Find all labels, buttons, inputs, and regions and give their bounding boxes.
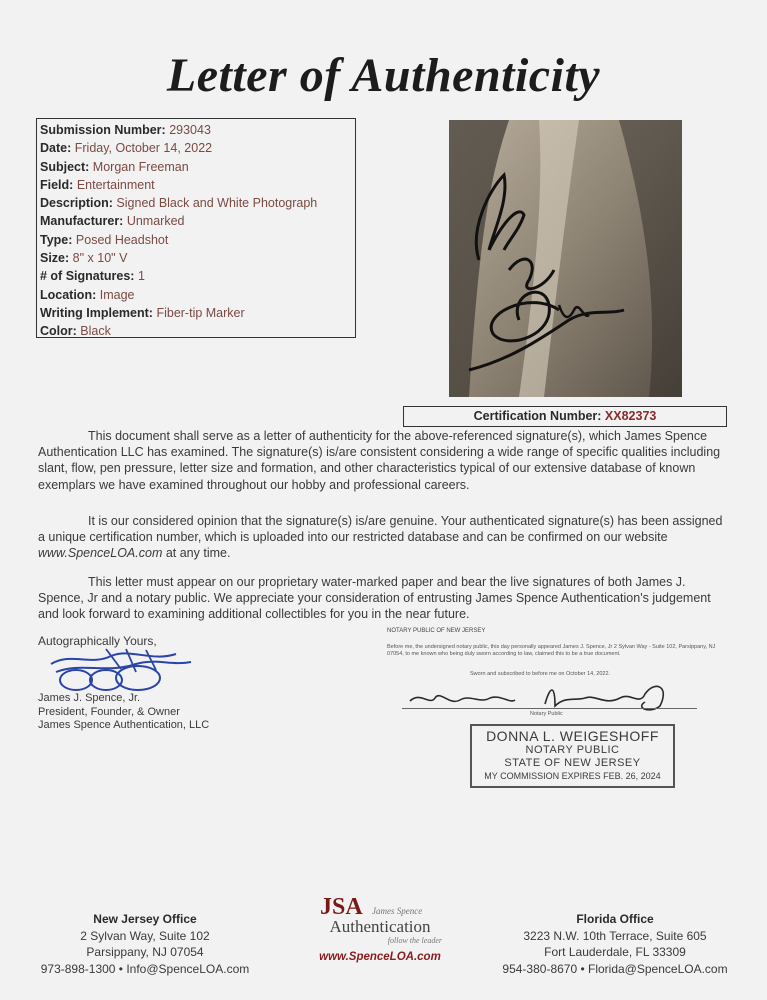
detail-value: Image (99, 287, 135, 302)
detail-label: Color: (40, 324, 77, 339)
paragraph-2-end: at any time. (162, 546, 231, 561)
stamp-name: DONNA L. WEIGESHOFF (486, 728, 659, 744)
office-name: New Jersey Office (93, 912, 197, 926)
detail-row-color (40, 322, 355, 340)
detail-value: Morgan Freeman (92, 159, 189, 174)
certification-number (403, 406, 727, 427)
page-title: Letter of Authenticity (166, 49, 601, 102)
notary-signature-icon (405, 676, 685, 716)
detail-value: Fiber-tip Marker (156, 305, 245, 320)
office-name: Florida Office (576, 912, 654, 926)
paragraph-2 (38, 513, 728, 562)
detail-label: Size: (40, 251, 70, 266)
cert-value: XX82373 (604, 409, 657, 423)
stamp-expires: MY COMMISSION EXPIRES FEB. 26, 2024 (484, 771, 661, 781)
detail-label: Location: (40, 287, 97, 302)
office-address-2: Fort Lauderdale, FL 33309 (544, 945, 686, 959)
detail-value: Signed Black and White Photograph (116, 196, 318, 211)
detail-row-type (40, 231, 355, 249)
detail-row-date (40, 139, 355, 157)
detail-value: Black (80, 324, 111, 339)
stamp-state: STATE OF NEW JERSEY (504, 757, 641, 769)
detail-label: Subject: (40, 159, 90, 174)
logo-authentication: Authentication (329, 917, 431, 936)
detail-value: Friday, October 14, 2022 (74, 141, 213, 156)
detail-label: Type: (40, 232, 73, 247)
detail-value: 293043 (169, 123, 211, 137)
notary-heading: NOTARY PUBLIC OF NEW JERSEY (387, 628, 486, 634)
logo-website: www.SpenceLOA.com (319, 951, 441, 963)
detail-value: 1 (137, 269, 145, 284)
logo-james-spence: James Spence (372, 906, 423, 916)
jsa-logo (300, 896, 460, 963)
signature-icon (46, 644, 196, 694)
paragraph-2-text: It is our considered opinion that the signature(s) is/are genuine. Your authenticated signature(s) has been assigned a unique certification number, which is uploaded into our restricted database and can be confirmed on our website (38, 514, 723, 545)
nj-office (30, 911, 260, 977)
detail-value: Entertainment (76, 177, 155, 192)
stamp-title: NOTARY PUBLIC (525, 744, 620, 756)
closing-text: Autographically Yours, (38, 634, 157, 648)
office-address-2: Parsippany, NJ 07054 (86, 945, 204, 959)
logo-tagline: follow the leader (387, 936, 442, 945)
office-address-1: 3223 N.W. 10th Terrace, Suite 605 (523, 928, 707, 943)
signer-info (38, 692, 209, 733)
notary-sworn: Sworn and subscribed to before me on October 14, 2022. (470, 671, 611, 677)
detail-row-subject (40, 158, 355, 176)
detail-row-submission (40, 121, 355, 139)
details-box (36, 118, 356, 338)
notary-signature-line (402, 708, 697, 709)
detail-value: 8" x 10" V (72, 251, 128, 266)
notary-line-label: Notary Public (530, 711, 563, 717)
signer-role: President, Founder, & Owner (38, 705, 180, 718)
office-address-1: 2 Sylvan Way, Suite 102 (80, 928, 210, 943)
cert-label: Certification Number: (473, 409, 602, 423)
detail-row-description (40, 194, 355, 212)
detail-label: Date: (40, 141, 72, 156)
detail-row-location (40, 286, 355, 304)
signer-company: James Spence Authentication, LLC (38, 719, 210, 731)
fl-office (480, 911, 750, 977)
detail-row-manufacturer (40, 212, 355, 230)
notary-text: Before me, the undersigned notary public, this day personally appeared James J. Spence, Jr 2 Sylvan Way - Suite 102, Parsippany, NJ 07054, to me known who being duly sworn according to law, claimed this to be a true document. (387, 644, 716, 657)
logo-jsa: JSA (320, 894, 363, 920)
detail-value: Unmarked (126, 214, 185, 229)
detail-label: Field: (40, 177, 74, 192)
office-contact: 954-380-8670 • Florida@SpenceLOA.com (502, 961, 728, 976)
detail-label: Description: (40, 196, 113, 211)
detail-row-implement (40, 304, 355, 322)
detail-label: Writing Implement: (40, 305, 153, 320)
signer-name: James J. Spence, Jr. (38, 692, 141, 704)
paragraph-1: This document shall serve as a letter of authenticity for the above-referenced signature(s), which James Spence Authentication LLC has examined. The signature(s) is/are consistent considering a wide range of specific qualities including slant, flow, pen pressure, letter size and formation, and other characteristics typical of our extensive database of known exemplars we have examined throughout our hobby and professional careers. (38, 429, 721, 492)
office-contact: 973-898-1300 • Info@SpenceLOA.com (40, 961, 250, 976)
detail-label: # of Signatures: (40, 269, 135, 284)
detail-row-size (40, 249, 355, 267)
signed-photo-image (449, 120, 682, 397)
website-text: www.SpenceLOA.com (38, 546, 163, 561)
detail-row-signatures (40, 267, 355, 285)
detail-label: Manufacturer: (40, 214, 124, 229)
detail-label: Submission Number: (40, 123, 166, 137)
detail-value: Posed Headshot (75, 232, 169, 247)
detail-row-field (40, 176, 355, 194)
autograph-icon (449, 120, 682, 397)
notary-stamp (470, 724, 675, 788)
paragraph-3: This letter must appear on our proprietary water-marked paper and bear the live signatures of both James J. Spence, Jr and a notary public. We appreciate your consideration of entrusting James Spence Authentication's judgement and look forward to examining additional collectibles for you in the near future. (38, 575, 711, 622)
